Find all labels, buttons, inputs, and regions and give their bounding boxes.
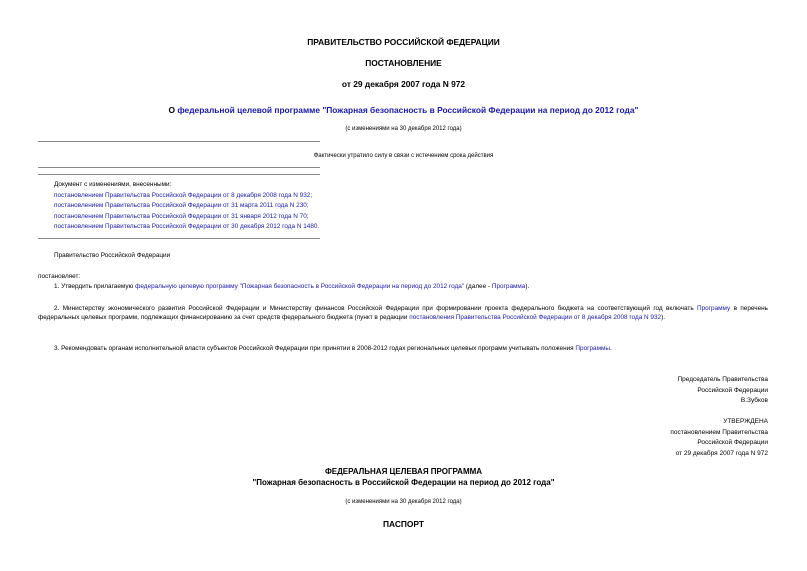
title-program-link[interactable]: федеральной целевой программе "Пожарная безопасность в Российской Федерации на период до 2012 года" bbox=[177, 105, 639, 115]
approved-block bbox=[670, 417, 768, 459]
status-note: Фактически утратило силу в связи с истечением срока действия bbox=[313, 153, 494, 159]
document-date-number: от 29 декабря 2007 года N 972 bbox=[341, 79, 466, 89]
divider bbox=[38, 238, 320, 239]
changes-note: (с изменениями на 30 декабря 2012 года) bbox=[345, 126, 462, 132]
divider bbox=[38, 174, 320, 175]
approved-line: постановлением Правительства bbox=[670, 428, 768, 436]
p2-text: ). bbox=[661, 314, 665, 321]
government-line: Правительство Российской Федерации bbox=[54, 252, 171, 259]
p1-program-link[interactable]: федеральную целевую программу "Пожарная безопасность в Российской Федерации на период до 2012 года" bbox=[135, 283, 465, 290]
p3-program-link[interactable]: Программы bbox=[575, 345, 610, 352]
amendment-link[interactable]: постановлением Правительства Российской Федерации от 31 января 2012 года N 70; bbox=[54, 212, 309, 220]
amendments-heading: Документ с изменениями, внесенными: bbox=[54, 181, 172, 188]
p1-text: ). bbox=[525, 283, 530, 290]
paragraph-2 bbox=[38, 304, 768, 322]
signature-title: Российской Федерации bbox=[697, 386, 768, 394]
document-title bbox=[0, 105, 807, 115]
divider bbox=[38, 141, 320, 142]
divider bbox=[38, 167, 320, 168]
p2-text: в перечень федеральных целевых программ, подлежащих финансированию за счет средств федерального бюджета (пункт в редакции bbox=[38, 305, 768, 321]
amendment-link[interactable]: постановлением Правительства Российской Федерации от 30 декабря 2012 года N 1480. bbox=[54, 223, 320, 230]
approved-label: УТВЕРЖДЕНА bbox=[723, 418, 768, 425]
government-heading: ПРАВИТЕЛЬСТВО РОССИЙСКОЙ ФЕДЕРАЦИИ bbox=[307, 37, 500, 47]
p1-text: (далее - bbox=[464, 283, 492, 290]
program-title: ФЕДЕРАЛЬНАЯ ЦЕЛЕВАЯ ПРОГРАММА bbox=[324, 467, 483, 476]
title-prefix: О bbox=[168, 105, 178, 115]
approved-line: от 29 декабря 2007 года N 972 bbox=[675, 449, 768, 457]
passport-heading: ПАСПОРТ bbox=[382, 519, 425, 529]
signature-title: Председатель Правительства bbox=[677, 376, 768, 383]
program-changes-note: (с изменениями на 30 декабря 2012 года) bbox=[345, 499, 462, 505]
signature-name: В.Зубков bbox=[740, 397, 768, 405]
p1-program-short-link[interactable]: Программа bbox=[491, 283, 526, 290]
p2-program-link[interactable]: Программу bbox=[697, 305, 731, 312]
program-subtitle: "Пожарная безопасность в Российской Федерации на период до 2012 года" bbox=[252, 478, 555, 487]
p3-text: 3. Рекомендовать органам исполнительной власти субъектов Российской Федерации при принятии в 2008-2012 годах региональных целевых программ учитывать положения bbox=[54, 345, 576, 352]
document-type: ПОСТАНОВЛЕНИЕ bbox=[365, 58, 442, 68]
amendment-link[interactable]: постановлением Правительства Российской Федерации от 8 декабря 2008 года N 932; bbox=[54, 191, 313, 199]
amendment-link[interactable]: постановлением Правительства Российской Федерации от 31 марта 2011 года N 230; bbox=[54, 202, 309, 209]
decrees-word: постановляет: bbox=[38, 273, 81, 280]
signature-block bbox=[677, 375, 768, 407]
p1-text: 1. Утвердить прилагаемую bbox=[54, 283, 136, 290]
approved-line: Российской Федерации bbox=[697, 439, 768, 447]
p2-text: 2. Министерству экономического развития Российской Федерации и Министерству финансов Российской Федерации при формировании проекта федерального бюджета на соответствующий год включать bbox=[54, 305, 698, 312]
paragraph-1 bbox=[54, 282, 774, 291]
p2-decree-link[interactable]: постановления Правительства Российской Федерации от 8 декабря 2008 года N 932 bbox=[409, 314, 662, 321]
amendments-block bbox=[54, 180, 554, 231]
paragraph-3 bbox=[54, 344, 774, 353]
p3-text: . bbox=[609, 345, 612, 352]
